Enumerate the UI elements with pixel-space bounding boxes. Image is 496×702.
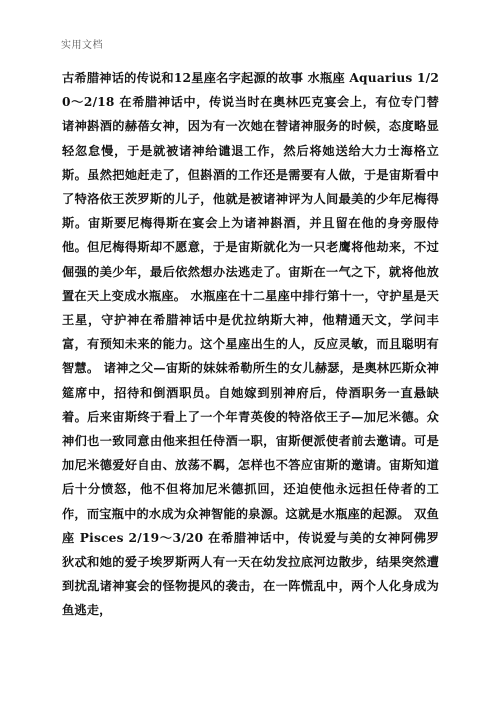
page-header-label: 实用文档: [61, 40, 103, 51]
body-paragraph: 古希腊神话的传说和12星座名字起源的故事 水瓶座 Aquarius 1/20～2/18 在希腊神话中，传说当时在奥林匹克宴会上，有位专门替诸神斟酒的赫蓓女神，因为有一次她在替诸神服务的时候，态度略显轻忽怠慢，于是就被诸神给谴退工作，然后将她送给大力士海格立斯。虽然把她赶走了，但斟酒的工作还是需要有人做，于是宙斯看中了特洛依王茨罗斯的儿子，他就是被诸神评为人间最美的少年尼梅得斯。宙斯要尼梅得斯在宴会上为诸神斟酒，并且留在他的身旁服侍他。但尼梅得斯却不愿意，于是宙斯就化为一只老鹰将他劫来，不过倔强的美少年，最后依然想办法逃走了。宙斯在一气之下，就将他放置在天上变成水瓶座。 水瓶座在十二星座中排行第十一，守护星是天王星，守护神在希腊神话中是优拉纳斯大神，他精通天文，学问丰富，有预知未来的能力。这个星座出生的人，反应灵敏，而且聪明有智慧。 诸神之父—宙斯的妹妹希勒所生的女儿赫瑟，是奥林匹斯众神筵席中，招待和倒酒职员。自她嫁到别神府后，侍酒职务一直悬缺着。后来宙斯终于看上了一个年青英俊的特洛依王子—加尼米德。众神们也一致同意由他来担任侍酒一职，宙斯便派使者前去邀请。可是加尼米德爱好自由、放荡不羁，怎样也不答应宙斯的邀请。宙斯知道后十分愤怒，他不但将加尼米德抓回，还迫使他永远担任侍者的工作，而宝瓶中的水成为众神智能的泉源。这就是水瓶座的起源。 双鱼座 Pisces 2/19～3/20 在希腊神话中，传说爱与美的女神阿佛罗狄忒和她的爱子埃罗斯两人有一天在幼发拉底河边散步，结果突然遭到扰乱诸神宴会的怪物提风的袭击，在一阵慌乱中，两个人化身成为鱼逃走，: [62, 71, 439, 618]
